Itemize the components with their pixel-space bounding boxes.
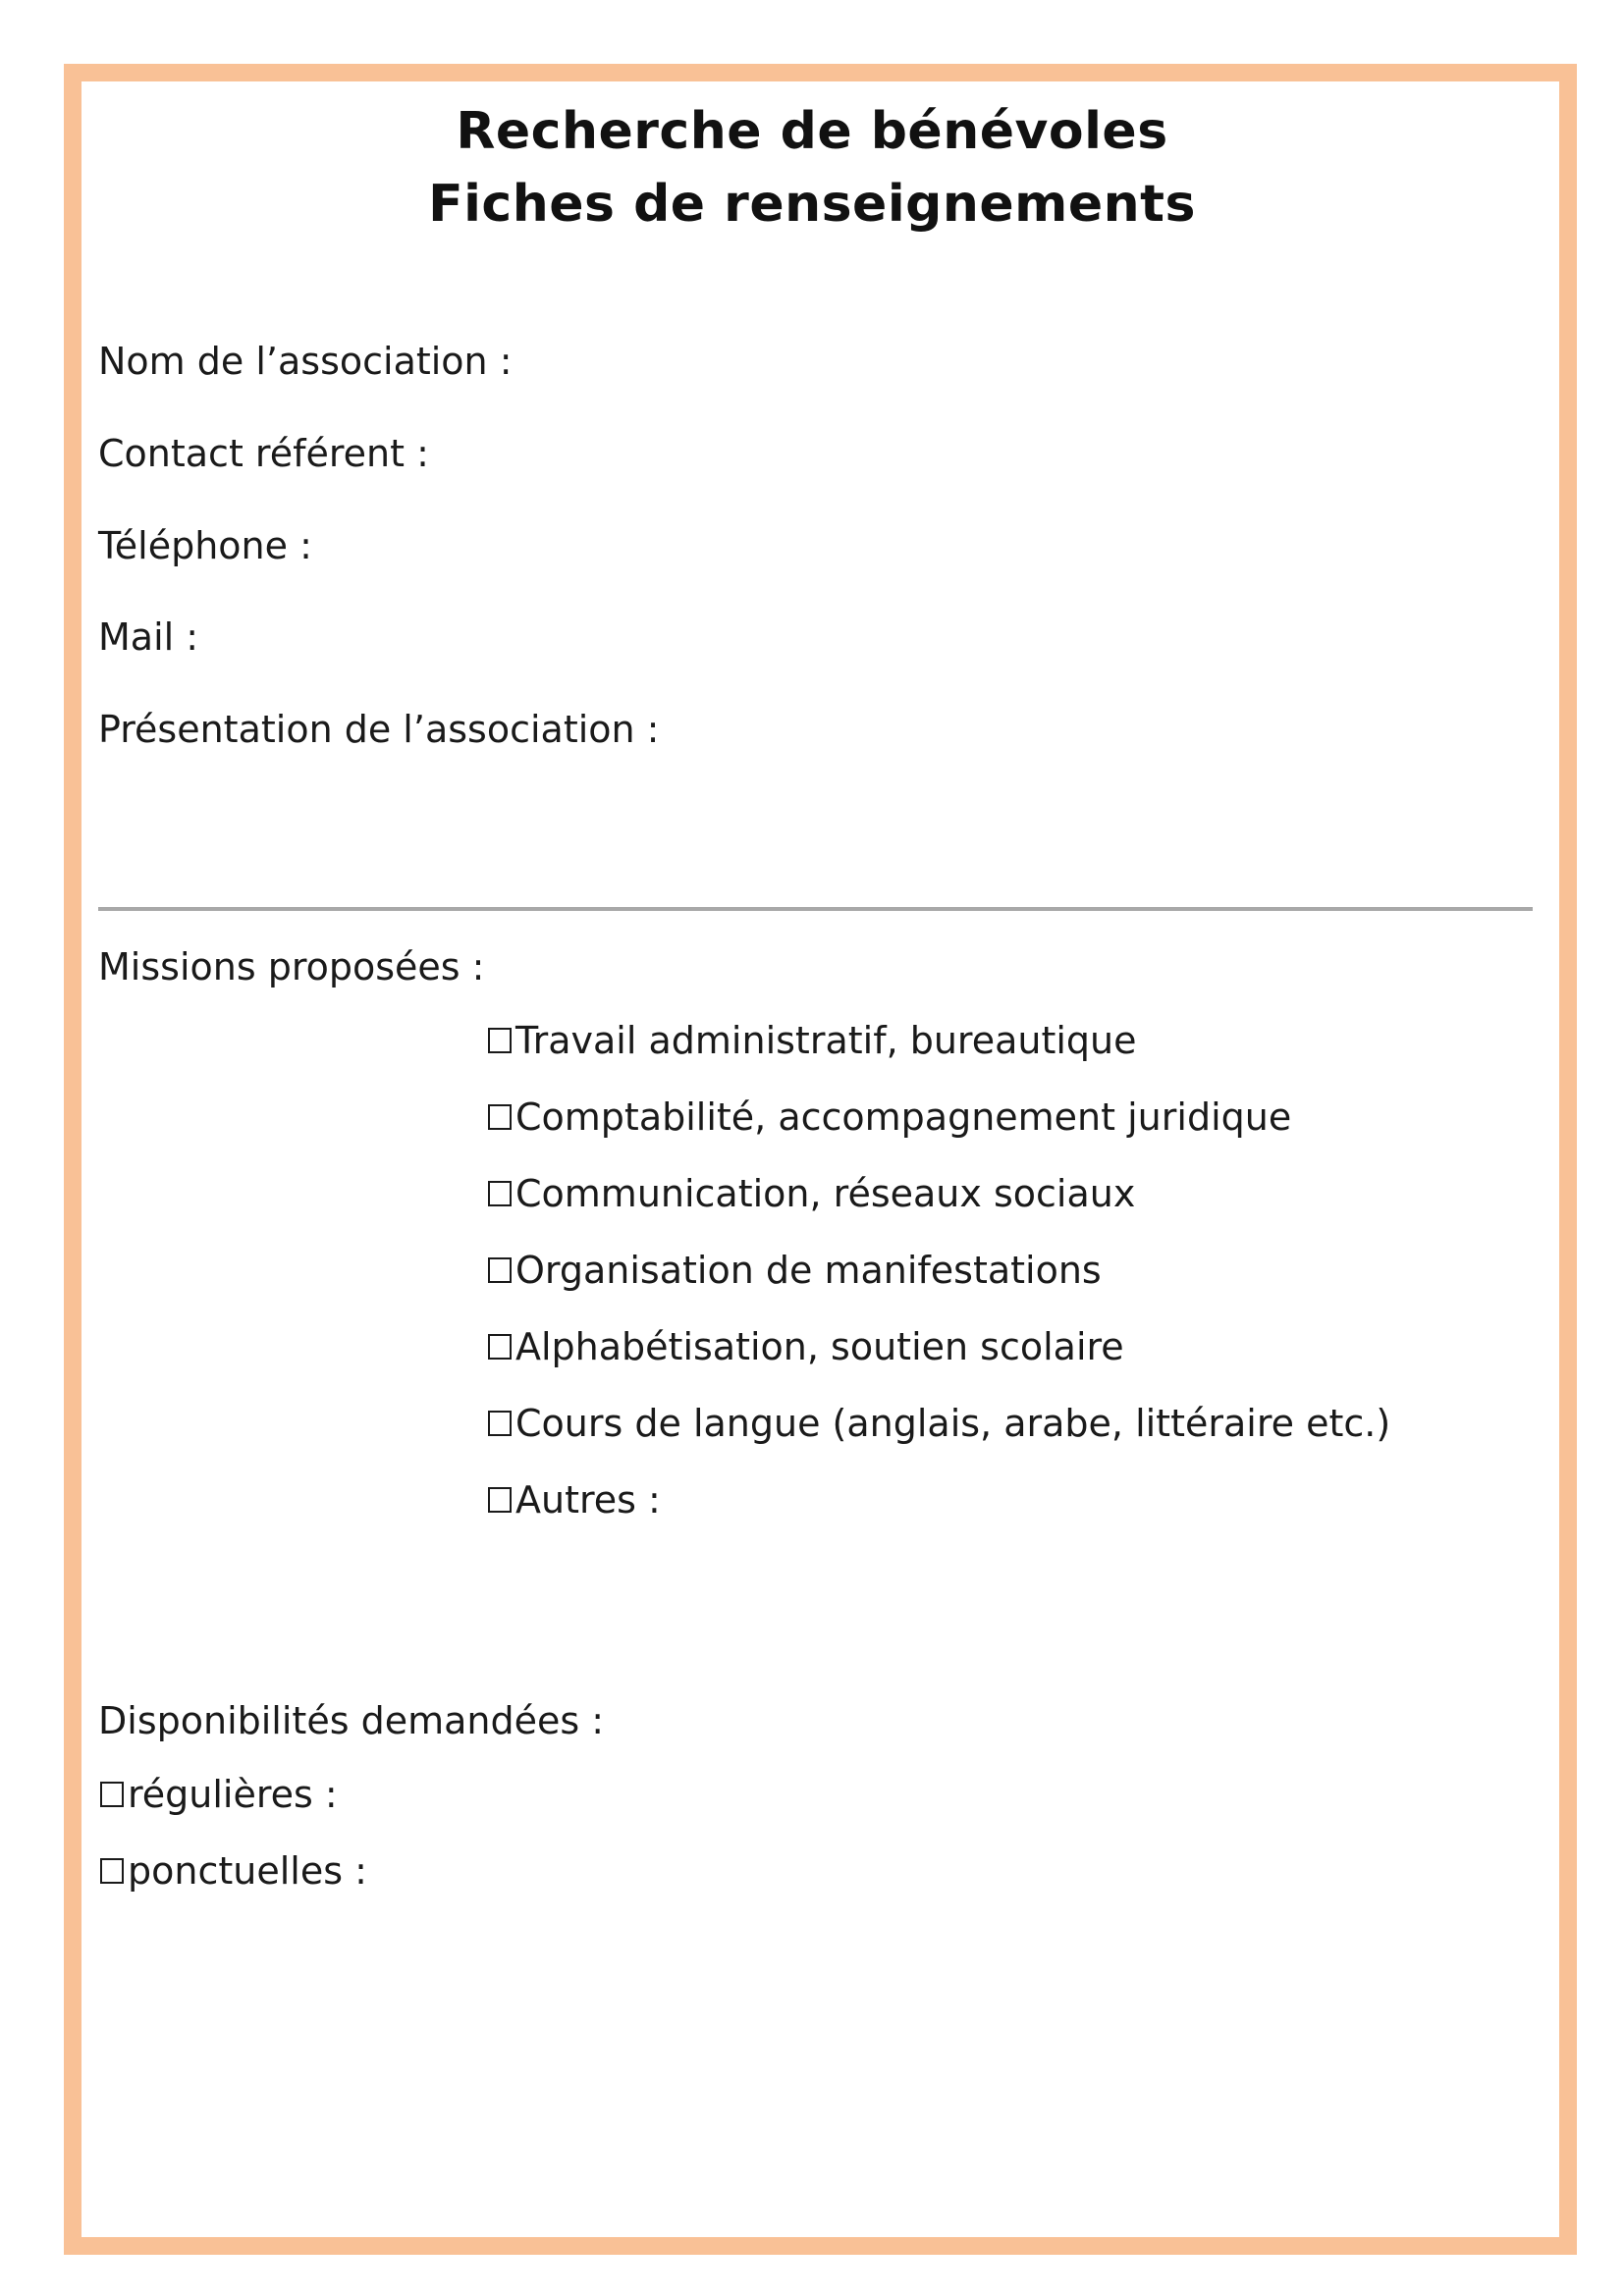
presentation-field[interactable] — [98, 708, 659, 751]
checkbox-icon[interactable] — [488, 1104, 512, 1130]
availability-option-label: ponctuelles : — [128, 1849, 367, 1893]
phone-label: Téléphone : — [98, 524, 312, 567]
mission-option-label: Autres : — [515, 1478, 661, 1522]
mission-option-other[interactable] — [488, 1478, 661, 1522]
mission-option[interactable] — [488, 1019, 1137, 1062]
presentation-label: Présentation de l’association : — [98, 708, 660, 751]
association-name-label: Nom de l’association : — [98, 340, 513, 383]
mail-field[interactable] — [98, 615, 198, 659]
page-frame — [64, 64, 1577, 2255]
availability-label: Disponibilités demandées : — [98, 1699, 605, 1742]
availability-option-occasional[interactable] — [100, 1849, 367, 1893]
form-title: Recherche de bénévoles — [456, 102, 1168, 161]
checkbox-icon[interactable] — [488, 1487, 512, 1513]
mission-option-label: Travail administratif, bureautique — [515, 1019, 1137, 1062]
checkbox-icon[interactable] — [100, 1782, 124, 1807]
mission-option[interactable] — [488, 1095, 1291, 1139]
mission-option-label: Organisation de manifestations — [515, 1249, 1102, 1292]
form-subtitle: Fiches de renseignements — [428, 175, 1196, 234]
mission-option-label: Communication, réseaux sociaux — [515, 1172, 1136, 1215]
checkbox-icon[interactable] — [488, 1028, 512, 1053]
checkbox-icon[interactable] — [488, 1411, 512, 1436]
checkbox-icon[interactable] — [488, 1181, 512, 1206]
phone-field[interactable] — [98, 524, 312, 567]
section-divider — [98, 907, 1533, 911]
contact-field[interactable] — [98, 432, 429, 475]
checkbox-icon[interactable] — [488, 1334, 512, 1360]
mission-option[interactable] — [488, 1249, 1102, 1292]
association-name-field[interactable] — [98, 340, 513, 383]
checkbox-icon[interactable] — [100, 1858, 124, 1884]
missions-label: Missions proposées : — [98, 945, 485, 988]
mission-option[interactable] — [488, 1402, 1390, 1445]
checkbox-icon[interactable] — [488, 1257, 512, 1283]
availability-option-label: régulières : — [128, 1773, 338, 1816]
mission-option-label: Alphabétisation, soutien scolaire — [515, 1325, 1124, 1368]
mission-option-label: Cours de langue (anglais, arabe, littéraire etc.) — [515, 1402, 1391, 1445]
mission-option[interactable] — [488, 1172, 1135, 1215]
mission-option[interactable] — [488, 1325, 1124, 1368]
availability-option-regular[interactable] — [100, 1773, 338, 1816]
contact-label: Contact référent : — [98, 432, 429, 475]
mission-option-label: Comptabilité, accompagnement juridique — [515, 1095, 1292, 1139]
mail-label: Mail : — [98, 615, 199, 659]
